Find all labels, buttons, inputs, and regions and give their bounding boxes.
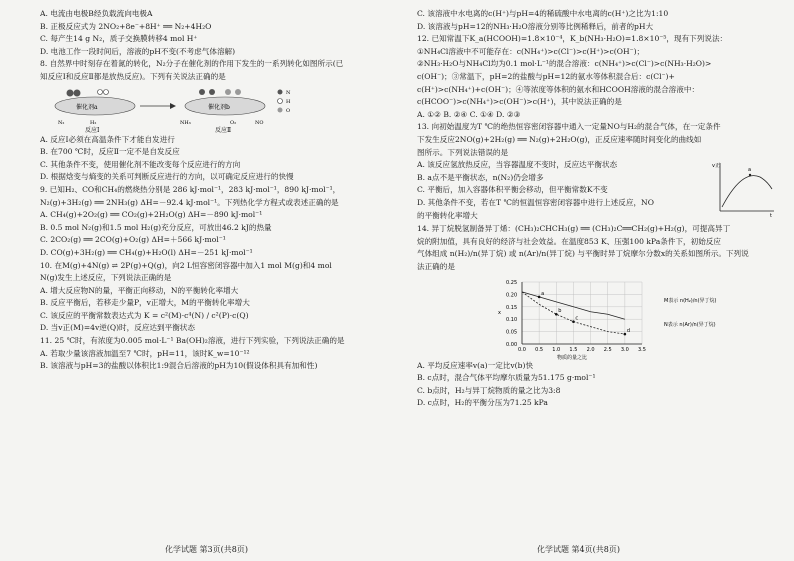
- fig14-point-d: [624, 332, 627, 335]
- fig14-ytick: 0.15: [506, 304, 518, 311]
- q13-options: [417, 159, 707, 222]
- text-line: 14. 异丁烷脱氢制备异丁烯：(CH₃)₂CHCH₃(g) ══ (CH₃)₂C══CH₂(g)+H₂(g)，可提高异丁: [417, 224, 731, 234]
- text-line: 法正确的是: [417, 261, 455, 271]
- text-line: ①NH₄Cl溶液中不可能存在：c(NH₄⁺)>c(Cl⁻)>c(H⁺)>c(OH⁻)；: [417, 46, 645, 56]
- text-line: A. 增大反应物N的量，平衡正向移动，N的平衡转化率增大: [40, 285, 239, 295]
- text-line: B. 在700 ℃时，反应Ⅱ一定不是自发反应: [40, 147, 180, 157]
- text-line: c(HCOO⁻)>c(NH₄⁺)>c(OH⁻)>c(H⁺)，其中说法正确的是: [417, 97, 622, 107]
- text-line: D. CO(g)+3H₂(g) ══ CH₄(g)+H₂O(l) ΔH=－251 kJ·mol⁻¹: [40, 247, 253, 257]
- fig14: [417, 274, 780, 360]
- fig14-point-label-d: d: [626, 327, 631, 334]
- text-line: c(H⁺)>c(NH₄⁺)+c(OH⁻)；④等浓度等体积的氨水和HCOOH溶液的混合溶液中：: [417, 84, 700, 94]
- text-line: ②NH₃·H₂O与NH₄Cl均为0.1 mol·L⁻¹的混合溶液：c(NH₄⁺)>c(Cl⁻)>c(NH₃·H₂O)>: [417, 59, 712, 69]
- fig8-legend-o: O: [286, 107, 291, 114]
- text-line: 气体组成 n(H₂)/n(异丁烷) 或 n(Ar)/n(异丁烷) 与平衡时异丁烷摩尔分数x的关系如图所示。下列说: [417, 249, 749, 259]
- fig14-point-label-c: c: [575, 315, 579, 322]
- fig14-xlabel: 物质的量之比: [557, 354, 588, 360]
- fig14-ytick: 0.25: [506, 279, 518, 286]
- text-line: 知反应Ⅰ和反应Ⅱ都是放热反应)。下列有关说法正确的是: [40, 71, 226, 81]
- text-line: D. 当v正(M)=4v逆(Q)时，反应达到平衡状态: [40, 323, 195, 333]
- fig8-diagram: [40, 84, 340, 134]
- fig14-point-label-b: b: [558, 307, 562, 314]
- fig14-chart: [417, 274, 777, 360]
- fig14-point-label-a: a: [541, 290, 545, 297]
- text-line: B. a点不是平衡状态，n(N₂)仍会增多: [417, 172, 544, 182]
- text-line: B. c点时，混合气体平均摩尔质量为51.175 g·mol⁻¹: [417, 373, 596, 383]
- text-line: A. 电流由电极B经负载流向电极A: [40, 9, 153, 18]
- fig13-xlabel: t: [770, 213, 772, 220]
- text-line: 12. 已知常温下K_a(HCOOH)=1.8×10⁻⁴，K_b(NH₃·H₂O)=1.8×10⁻⁵，现有下列说法：: [417, 34, 728, 44]
- fig14-point-b: [555, 312, 558, 315]
- text-line: 的平衡转化率增大: [417, 210, 478, 220]
- text-line: 下发生反应2NO(g)+2H₂(g) ══ N₂(g)+2H₂O(g)，正反应速率随时间变化的曲线如: [417, 134, 702, 144]
- text-line: B. 反应平衡后，若移走少量P，v正增大，M的平衡转化率增大: [40, 298, 250, 308]
- fig14-ytick: 0.10: [506, 316, 518, 323]
- fig8-cat-b: 催化剂b: [208, 103, 230, 111]
- text-line: D. 电池工作一段时间后，溶液的pH不变(不考虑气体溶解): [40, 46, 236, 56]
- fig14-xtick: 2.5: [603, 346, 612, 353]
- page-4: [397, 0, 794, 561]
- text-line: A. 平均反应速率v(a)一定比v(b)快: [417, 360, 534, 370]
- fig8-legend-h: H: [286, 98, 291, 105]
- text-line: B. 正极反应式为 2NO₂+8e⁻+8H⁺ ══ N₂+4H₂O: [40, 21, 212, 31]
- fig8-no: NO: [255, 119, 264, 126]
- fig14-ylabel: x: [498, 309, 501, 316]
- text-line: 8. 自然界中时刻存在着氮的转化，N₂分子在催化剂的作用下发生的一系列转化如图所示(已: [40, 59, 344, 69]
- text-line: D. c点时，H₂的平衡分压为71.25 kPa: [417, 398, 548, 408]
- text-line: 烷的附加值，具有良好的经济与社会效益。在温度853 K、压强100 kPa条件下，初始反应: [417, 236, 721, 246]
- fig14-point-c: [572, 320, 575, 323]
- text-line: A. CH₄(g)+2O₂(g) ══ CO₂(g)+2H₂O(g) ΔH=－890 kJ·mol⁻¹: [40, 210, 263, 220]
- fig8-h2: H₂: [90, 119, 97, 126]
- fig8-r1: 反应Ⅰ: [85, 126, 100, 134]
- fig8-r2: 反应Ⅱ: [215, 126, 232, 134]
- text-line: C. 其他条件不变，使用催化剂不能改变每个反应进行的方向: [40, 159, 241, 169]
- fig14-legend-n: N表示 n(Ar)/n(异丁烷): [664, 321, 716, 328]
- fig14-xtick: 1.5: [569, 346, 578, 353]
- fig8-cat-a: 催化剂a: [76, 103, 98, 111]
- footer-left: 化学试题 第3页(共8页): [165, 545, 248, 554]
- text-line: C. 2CO₂(g) ══ 2CO(g)+O₂(g) ΔH=＋566 kJ·mol⁻¹: [40, 235, 226, 245]
- right-block-a: [417, 8, 780, 159]
- fig14-xtick: 0.0: [518, 346, 526, 353]
- fig14-ytick: 0.20: [506, 291, 518, 298]
- fig13-point-a: a: [748, 167, 752, 174]
- text-line: A. 反应Ⅰ必须在高温条件下才能自发进行: [40, 134, 175, 144]
- text-line: 13. 向初始温度为T ℃的绝热恒容密闭容器中通入一定量NO与H₂的混合气体，在一定条件: [417, 122, 721, 132]
- text-line: C. 平衡后，加入容器体积平衡会移动，但平衡常数K不变: [417, 185, 608, 195]
- text-line: C. b点时，H₂与异丁烷物质的量之比为3:8: [417, 385, 561, 395]
- fig8-legend-n: N: [286, 89, 291, 96]
- text-line: B. 0.5 mol N₂(g)和1.5 mol H₂(g)充分反应，可放出46.2 kJ的热量: [40, 222, 272, 232]
- fig14-xtick: 3.5: [638, 346, 646, 353]
- fig13-chart: [712, 159, 777, 219]
- fig14-ytick: 0.05: [506, 329, 518, 336]
- text-line: A. 该反应氢放热反应，当容器温度不变时，反应达平衡状态: [417, 160, 618, 170]
- text-line: C. 每产生14 g N₂，质子交换膜转移4 mol H⁺: [40, 34, 198, 44]
- fig14-xtick: 2.0: [586, 346, 595, 353]
- text-line: 10. 在M(g)+4N(g) ⇌ 2P(g)+Q(g)，向2 L恒容密闭容器中加入1 mol M(g)和4 mol: [40, 260, 332, 270]
- left-block-a: [40, 8, 387, 84]
- left-block-b: [40, 134, 387, 373]
- fig14-legend-m: M表示 n(H₂)/n(异丁烷): [664, 297, 717, 304]
- text-line: D. 该溶液与pH=12的NH₃·H₂O溶液分别等比例稀释后，前者的pH大: [417, 21, 654, 31]
- fig14-xtick: 0.5: [535, 346, 544, 353]
- fig13-ylabel: v正: [712, 163, 720, 170]
- fig14-xtick: 1.0: [552, 346, 561, 353]
- text-line: B. 该溶液与pH=3的盐酸以体积比1:9混合后溶液的pH为10(假设体积具有加和性): [40, 361, 318, 371]
- fig8: [40, 84, 387, 134]
- fig14-xtick: 3.0: [620, 346, 629, 353]
- right-block-c: [417, 360, 780, 410]
- fig13-curve: [722, 176, 772, 207]
- text-line: c(OH⁻)；③常温下，pH=2的盐酸与pH=12的氨水等体积混合后：c(Cl⁻)+: [417, 71, 675, 81]
- q13-block: [417, 159, 780, 223]
- fig8-o2: O₂: [230, 119, 237, 126]
- fig8-n2: N₂: [58, 119, 65, 126]
- text-line: D. 其他条件不变，若在T ℃的恒温恒容密闭容器中进行上述反应，NO: [417, 197, 654, 207]
- text-line: C. 该溶液中水电离的c(H⁺)与pH=4的稀硫酸中水电离的c(H⁺)之比为1:10: [417, 9, 669, 18]
- text-line: D. 根据焓变与熵变的关系可判断反应进行的方向，以可确定反应进行的快慢: [40, 172, 294, 182]
- text-line: 图所示。下列说法错误的是: [417, 147, 509, 157]
- fig8-nh3: NH₃: [180, 119, 191, 126]
- text-line: N(g)发生上述反应，下列说法正确的是: [40, 273, 172, 283]
- text-line: 9. 已知H₂、CO和CH₄的燃烧热分别是 286 kJ·mol⁻¹，283 kJ·mol⁻¹，890 kJ·mol⁻¹，: [40, 184, 341, 194]
- text-line: C. 该反应的平衡常数表达式为 K = c²(M)·c⁴(N) / c²(P)·c(Q): [40, 310, 249, 320]
- text-line: A. ①② B. ②④ C. ①④ D. ②③: [417, 109, 521, 119]
- fig14-ytick: 0.00: [506, 341, 518, 348]
- footer-right: 化学试题 第4页(共8页): [537, 545, 620, 554]
- text-line: A. 若取少量该溶液加温至7 ℃时，pH=11，该时K_w=10⁻¹²: [40, 348, 250, 358]
- text-line: N₂(g)+3H₂(g) ══ 2NH₃(g) ΔH=－92.4 kJ·mol⁻¹。下列热化学方程式或表述正确的是: [40, 197, 339, 207]
- fig14-point-a: [538, 295, 541, 298]
- text-line: 11. 25 ℃时，有浓度为0.005 mol·L⁻¹ Ba(OH)₂溶液，进行下列实验，下列说法正确的是: [40, 336, 345, 346]
- right-block-b: [417, 223, 780, 273]
